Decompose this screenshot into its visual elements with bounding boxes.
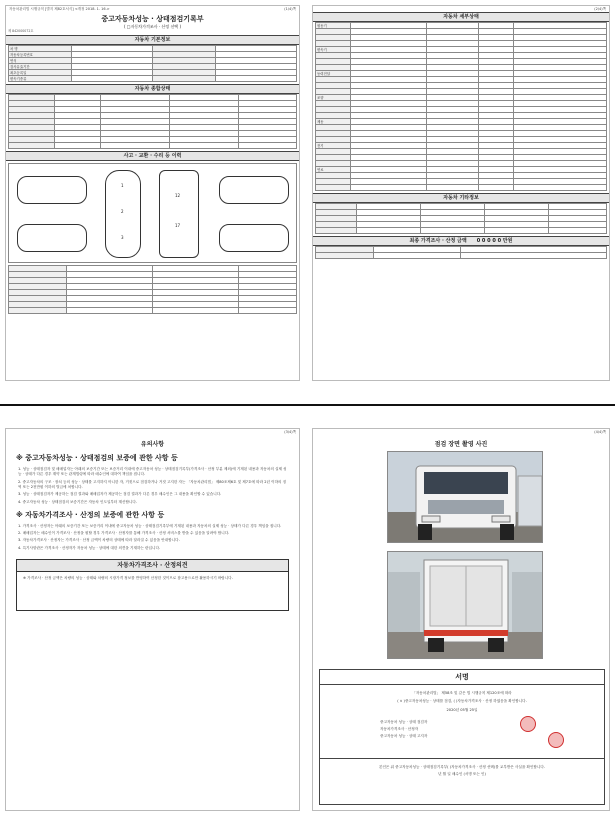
document-number: 제 842000072호 [8, 29, 34, 34]
price-opinion-text: ※ 가격조사 · 산정 금액은 차량의 성능 · 상태와 차량의 시장가격 정보를 반영하여 산정한 것이므로 참고용으로만 활용하시기 바랍니다. [23, 576, 233, 581]
row-label: 변속기종류 [9, 76, 72, 82]
signer-line: 중고자동차 성능 · 상태 고지자 [380, 734, 428, 739]
car-frame [159, 170, 199, 258]
cell [514, 185, 607, 191]
panel-number: 17 [175, 223, 181, 229]
cell [72, 76, 153, 82]
cell [316, 228, 357, 234]
notice-paragraph: 4. 중고자동차 성능 · 상태점검의 보증기간은 자동차 인도일부터 계산합니다. [18, 499, 137, 504]
cell [461, 253, 607, 259]
cell [216, 76, 297, 82]
notice-paragraph: 1. 성능 · 상태점검자 및 매매업자는 아래의 보증기간 또는 보증거리 이내에 중고자동차 성능 · 상태점검기록부(가격조사 · 산정 부분 제외)에 기재된 내용과 자동차의 실제 성능 · 상태가 다른 경우 계약 또는 관계법령에 따라 매수인에 대하여 책임을 집니다. [18, 466, 287, 477]
cell [67, 308, 153, 314]
cell [427, 185, 479, 191]
cell [485, 228, 549, 234]
row-label: 검사유효기간 [9, 64, 72, 70]
cell [170, 143, 239, 149]
photo-section-title: 점검 장면 촬영 사진 [434, 441, 488, 449]
row-label: 최초등록일 [9, 70, 72, 76]
detail-group-label: 제동 [316, 119, 351, 125]
final-price-row [313, 236, 609, 246]
car-side-left [17, 176, 87, 204]
final-price-value: 0 0 0 0 0 만원 [476, 238, 513, 245]
cell [153, 76, 216, 82]
basic-info-table [8, 45, 297, 82]
cell [9, 143, 55, 149]
cell [479, 185, 514, 191]
seal-stamp [548, 732, 564, 748]
form-page-4 [312, 428, 610, 811]
car-side-right [17, 224, 87, 252]
price-opinion-title: 자동차가격조사 · 산정의견 [17, 560, 288, 572]
cell [55, 143, 101, 149]
truck-rear-photo [387, 551, 543, 659]
cell [316, 185, 351, 191]
page-number: (1/4)쪽 [284, 7, 296, 11]
notice-subtitle-2: ※ 자동차가격조사 · 산정의 보증에 관한 사항 등 [16, 511, 165, 520]
section-general-status: 자동차 종합상태 [6, 84, 299, 94]
page-number: (2/4)쪽 [594, 7, 606, 11]
notice-paragraph: 2. 매매업자는 매수인이 가격조사 · 산정을 원할 경우 가격조사 · 산정자를 통해 가격조사 · 산정 서비스를 받을 수 있음을 알려야 합니다. [18, 530, 230, 535]
notice-paragraph: 4. 특기사항란은 가격조사 · 산정자가 자동차 성능 · 상태에 대한 의견을 기재하는 란입니다. [18, 545, 161, 550]
general-status-table [8, 94, 297, 149]
receipt-statement: 본인은 위 중고자동차성능 · 상태점검기록부( )자동차가격조사 · 산정 선택)를 교부받은 사실을 확인합니다. [378, 764, 545, 769]
car-side-left-2 [219, 176, 289, 204]
car-diagram [8, 163, 297, 263]
signature-statement: 「자동차관리법」 제58조 및 같은 법 시행규칙 제120조에 따라 [412, 691, 512, 696]
document-subtitle: ( □자동차가격조사 · 산정 선택 ) [123, 23, 182, 29]
cell [374, 253, 461, 259]
signature-table [315, 246, 607, 259]
form-header-left: 자동차관리법 시행규칙 [별지 제82호서식] <개정 2018. 1. 16.> [9, 7, 110, 11]
section-accident-history: 사고 · 교환 · 수리 등 이력 [6, 151, 299, 161]
notice-title: 유의사항 [140, 441, 165, 449]
receiver-line: 년 월 일 매수인 (서명 또는 인) [438, 772, 486, 777]
cell [9, 308, 67, 314]
signature-date: 2020년 05월 25일 [446, 708, 478, 713]
detail-group-label: 동력전달 [316, 71, 351, 77]
panel-number: 1 [121, 183, 124, 189]
section-detail-status: 자동차 세부상태 [313, 12, 609, 22]
detail-group-label: 조향 [316, 95, 351, 101]
parts-table [8, 265, 297, 314]
row-label: 연식 [9, 58, 72, 64]
detail-group-label: 원동기 [316, 23, 351, 29]
notice-paragraph: 2. 중고자동차의 구조 · 장치 등의 성능 · 상태를 고지하지 아니한 자, 거짓으로 점검하거나 거짓 고지한 자는 「자동차관리법」 제80조제6호 및 제7호에 따라 2년 이하의 징역 또는 2천만원 이하의 벌금에 처합니다. [18, 479, 287, 489]
detail-group-label: 전기 [316, 143, 351, 149]
form-page-3 [5, 428, 300, 811]
notice-subtitle-1: ※ 중고자동차성능 · 상태점검의 보증에 관한 사항 등 [16, 454, 178, 463]
panel-number: 12 [175, 193, 181, 199]
notice-paragraph: 3. 성능 · 상태점검자가 제공하는 점검 결과와 매매업자가 제공하는 점검 결과가 다른 경우 매수인은 그 내용을 확인할 수 있습니다. [18, 492, 222, 497]
cell [316, 253, 374, 259]
other-info-table [315, 203, 607, 234]
page-divider [0, 404, 615, 406]
detail-group-label: 변속기 [316, 47, 351, 53]
truck-front-photo [387, 451, 543, 543]
cell [351, 185, 427, 191]
document-title: 중고자동차성능 · 상태점검기록부 [101, 15, 204, 24]
cell [239, 143, 297, 149]
cell [357, 228, 421, 234]
page-number: (4/4)쪽 [594, 430, 606, 434]
notice-paragraph: 1. 가격조사 · 산정자는 아래의 보증기간 또는 보증거리 이내에 중고자동차 성능 · 상태점검기록부에 기재된 내용과 자동차의 실제 성능 · 상태가 다른 경우 책임을 집니다. [18, 523, 282, 528]
form-page-2 [312, 5, 610, 381]
cell [421, 228, 485, 234]
price-opinion-box [16, 559, 289, 611]
signature-box [319, 669, 605, 805]
panel-number: 3 [121, 235, 124, 241]
cell [549, 228, 607, 234]
seal-stamp [520, 716, 536, 732]
page-number: (3/4)쪽 [284, 430, 296, 434]
signature-title: 서명 [320, 670, 604, 685]
section-basic-info: 자동차 기본정보 [6, 35, 299, 45]
signature-statement: ( ∨ )중고자동차성능 · 상태를 점검, ( )자동차가격조사 · 산정 하였음을 확인합니다. [397, 698, 527, 703]
signer-line: 자동차가격조사 · 산정자 [380, 726, 419, 731]
cell [101, 143, 170, 149]
row-label: 차 명 [9, 46, 72, 52]
form-page-1 [5, 5, 300, 381]
detail-status-table [315, 22, 607, 191]
car-side-right-2 [219, 224, 289, 252]
final-price-label: 최종 가격조사 · 산정 금액 [409, 238, 467, 245]
cell [239, 308, 297, 314]
panel-number: 2 [121, 209, 124, 215]
notice-paragraph: 3. 자동차가격조사 · 산정자는 가격조사 · 산정 금액이 차량의 상태에 따라 달라질 수 있음을 안내합니다. [18, 538, 180, 543]
detail-group-label: 연료 [316, 167, 351, 173]
row-label: 자동차등록번호 [9, 52, 72, 58]
cell [153, 308, 239, 314]
section-other-info: 자동차 기타정보 [313, 193, 609, 203]
signer-line: 중고자동차 성능 · 상태 점검자 [380, 719, 428, 724]
